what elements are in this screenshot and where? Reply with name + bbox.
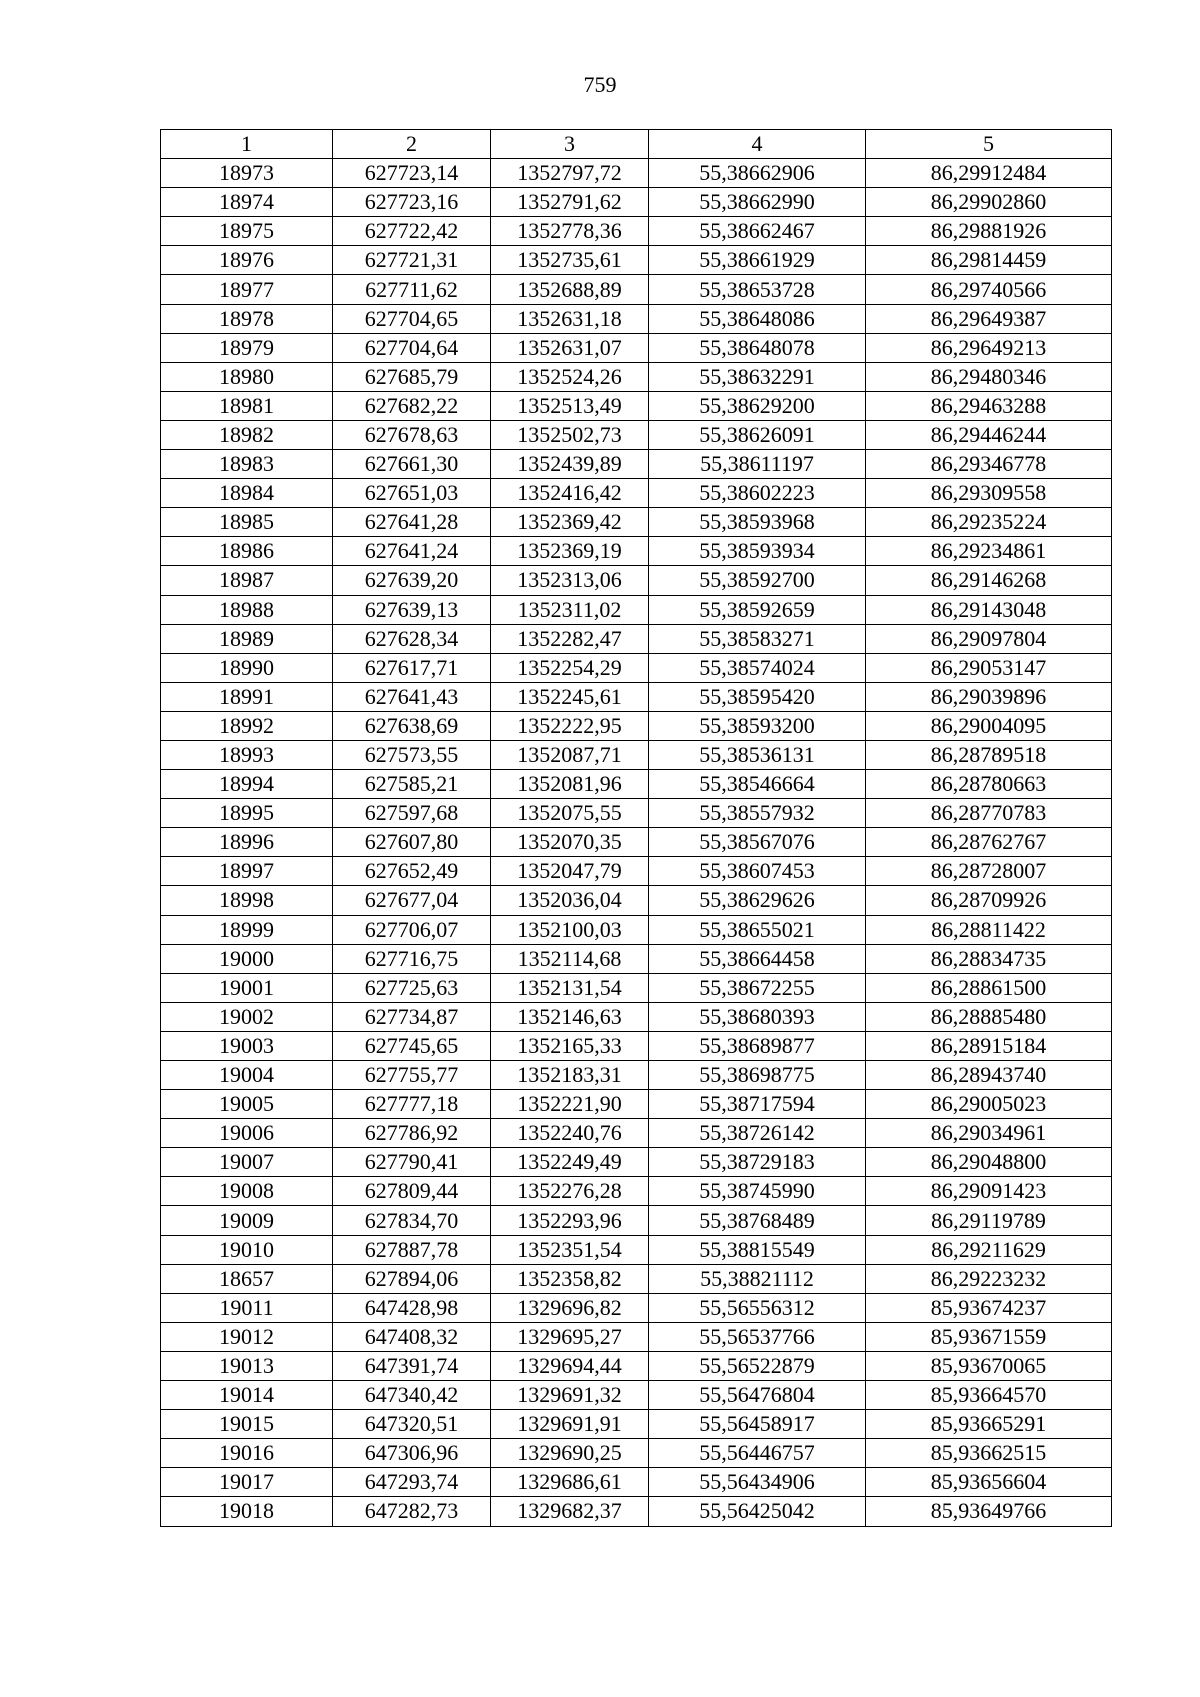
table-cell: 627723,14 — [333, 159, 491, 188]
table-row — [161, 246, 1112, 275]
table-cell: 1329682,37 — [491, 1497, 649, 1526]
table-cell: 55,38698775 — [649, 1061, 866, 1090]
table-cell: 627573,55 — [333, 740, 491, 769]
table-cell: 1352631,18 — [491, 304, 649, 333]
table-cell: 55,38546664 — [649, 770, 866, 799]
table-row — [161, 1497, 1112, 1526]
table-cell: 18990 — [161, 653, 333, 682]
table-cell: 18974 — [161, 188, 333, 217]
table-cell: 55,38632291 — [649, 362, 866, 391]
table-cell: 86,29234861 — [866, 537, 1112, 566]
table-cell: 55,38593934 — [649, 537, 866, 566]
table-row — [161, 391, 1112, 420]
table-cell: 627777,18 — [333, 1090, 491, 1119]
table-cell: 1352222,95 — [491, 711, 649, 740]
table-cell: 627639,13 — [333, 595, 491, 624]
table-cell: 627834,70 — [333, 1206, 491, 1235]
table-cell: 55,38662990 — [649, 188, 866, 217]
table-cell: 1352221,90 — [491, 1090, 649, 1119]
table-cell: 86,29902860 — [866, 188, 1112, 217]
table-cell: 86,29053147 — [866, 653, 1112, 682]
table-row — [161, 1322, 1112, 1351]
table-cell: 627617,71 — [333, 653, 491, 682]
table-row — [161, 1439, 1112, 1468]
table-row — [161, 304, 1112, 333]
table-cell: 55,38745990 — [649, 1177, 866, 1206]
table-cell: 18975 — [161, 217, 333, 246]
table-cell: 627597,68 — [333, 799, 491, 828]
table-cell: 1352075,55 — [491, 799, 649, 828]
table-cell: 86,29881926 — [866, 217, 1112, 246]
table-cell: 1352311,02 — [491, 595, 649, 624]
table-cell: 55,56476804 — [649, 1381, 866, 1410]
table-cell: 647391,74 — [333, 1351, 491, 1380]
table-row — [161, 1468, 1112, 1497]
table-row — [161, 537, 1112, 566]
table-row — [161, 1351, 1112, 1380]
table-cell: 627704,64 — [333, 333, 491, 362]
table-row — [161, 1410, 1112, 1439]
table-cell: 19007 — [161, 1148, 333, 1177]
table-cell: 86,29146268 — [866, 566, 1112, 595]
table-cell: 1352245,61 — [491, 682, 649, 711]
table-cell: 627894,06 — [333, 1264, 491, 1293]
table-cell: 18981 — [161, 391, 333, 420]
table-row — [161, 217, 1112, 246]
table-cell: 18984 — [161, 479, 333, 508]
table-cell: 1329695,27 — [491, 1322, 649, 1351]
table-cell: 55,38592700 — [649, 566, 866, 595]
table-cell: 1352416,42 — [491, 479, 649, 508]
table-row — [161, 420, 1112, 449]
table-cell: 86,29039896 — [866, 682, 1112, 711]
table-cell: 55,56425042 — [649, 1497, 866, 1526]
table-cell: 1329691,91 — [491, 1410, 649, 1439]
table-cell: 19014 — [161, 1381, 333, 1410]
column-header: 1 — [161, 130, 333, 159]
table-cell: 627716,75 — [333, 944, 491, 973]
table-cell: 647282,73 — [333, 1497, 491, 1526]
table-cell: 86,28780663 — [866, 770, 1112, 799]
table-row — [161, 886, 1112, 915]
table-cell: 86,29814459 — [866, 246, 1112, 275]
table-cell: 1352240,76 — [491, 1119, 649, 1148]
table-cell: 86,29143048 — [866, 595, 1112, 624]
table-row — [161, 973, 1112, 1002]
table-cell: 55,38664458 — [649, 944, 866, 973]
table-header — [161, 130, 1112, 159]
table-cell: 55,38662467 — [649, 217, 866, 246]
table-cell: 55,38729183 — [649, 1148, 866, 1177]
table-cell: 18987 — [161, 566, 333, 595]
table-cell: 19008 — [161, 1177, 333, 1206]
table-row — [161, 1002, 1112, 1031]
table-cell: 647408,32 — [333, 1322, 491, 1351]
table-cell: 1352369,19 — [491, 537, 649, 566]
table-cell: 55,38593200 — [649, 711, 866, 740]
table-cell: 1352146,63 — [491, 1002, 649, 1031]
table-cell: 86,28762767 — [866, 828, 1112, 857]
table-row — [161, 711, 1112, 740]
table-cell: 85,93664570 — [866, 1381, 1112, 1410]
table-cell: 1352249,49 — [491, 1148, 649, 1177]
column-header: 2 — [333, 130, 491, 159]
table-cell: 18985 — [161, 508, 333, 537]
table-row — [161, 1381, 1112, 1410]
table-cell: 86,29649387 — [866, 304, 1112, 333]
table-cell: 18982 — [161, 420, 333, 449]
table-row — [161, 333, 1112, 362]
table-row — [161, 770, 1112, 799]
column-header: 4 — [649, 130, 866, 159]
table-cell: 86,29912484 — [866, 159, 1112, 188]
table-cell: 55,38648078 — [649, 333, 866, 362]
table-row — [161, 188, 1112, 217]
table-cell: 1352791,62 — [491, 188, 649, 217]
table-cell: 627678,63 — [333, 420, 491, 449]
table-cell: 627652,49 — [333, 857, 491, 886]
table-cell: 1352735,61 — [491, 246, 649, 275]
table-row — [161, 1061, 1112, 1090]
table-cell: 55,38611197 — [649, 450, 866, 479]
table-cell: 647320,51 — [333, 1410, 491, 1439]
table-cell: 18991 — [161, 682, 333, 711]
table-cell: 1352047,79 — [491, 857, 649, 886]
table-cell: 1329694,44 — [491, 1351, 649, 1380]
table-cell: 55,56446757 — [649, 1439, 866, 1468]
table-cell: 55,56434906 — [649, 1468, 866, 1497]
table-cell: 19012 — [161, 1322, 333, 1351]
table-cell: 627638,69 — [333, 711, 491, 740]
table-cell: 55,38629200 — [649, 391, 866, 420]
table-cell: 18994 — [161, 770, 333, 799]
table-cell: 627641,43 — [333, 682, 491, 711]
table-cell: 19018 — [161, 1497, 333, 1526]
table-cell: 55,38536131 — [649, 740, 866, 769]
table-cell: 86,29446244 — [866, 420, 1112, 449]
page-number: 759 — [583, 72, 617, 97]
table-cell: 86,29740566 — [866, 275, 1112, 304]
table-cell: 18977 — [161, 275, 333, 304]
table-cell: 647340,42 — [333, 1381, 491, 1410]
table-cell: 19013 — [161, 1351, 333, 1380]
table-cell: 18657 — [161, 1264, 333, 1293]
table-cell: 86,29004095 — [866, 711, 1112, 740]
coordinates-table — [160, 129, 1112, 1527]
table-cell: 1352276,28 — [491, 1177, 649, 1206]
table-cell: 55,38815549 — [649, 1235, 866, 1264]
table-cell: 1352502,73 — [491, 420, 649, 449]
table-cell: 18998 — [161, 886, 333, 915]
table-cell: 19010 — [161, 1235, 333, 1264]
table-cell: 55,38680393 — [649, 1002, 866, 1031]
table-row — [161, 828, 1112, 857]
table-cell: 1352036,04 — [491, 886, 649, 915]
table-cell: 19016 — [161, 1439, 333, 1468]
table-cell: 55,38662906 — [649, 159, 866, 188]
table-cell: 85,93656604 — [866, 1468, 1112, 1497]
table-cell: 55,38821112 — [649, 1264, 866, 1293]
table-row — [161, 740, 1112, 769]
table-cell: 1352524,26 — [491, 362, 649, 391]
table-cell: 55,38672255 — [649, 973, 866, 1002]
table-cell: 55,56458917 — [649, 1410, 866, 1439]
table-cell: 647293,74 — [333, 1468, 491, 1497]
table-cell: 19003 — [161, 1031, 333, 1060]
table-row — [161, 1031, 1112, 1060]
table-cell: 19000 — [161, 944, 333, 973]
table-cell: 1352282,47 — [491, 624, 649, 653]
table-cell: 647428,98 — [333, 1293, 491, 1322]
table-cell: 18979 — [161, 333, 333, 362]
table-cell: 627641,28 — [333, 508, 491, 537]
table-cell: 19005 — [161, 1090, 333, 1119]
table-cell: 86,29091423 — [866, 1177, 1112, 1206]
table-cell: 86,29480346 — [866, 362, 1112, 391]
table-cell: 85,93665291 — [866, 1410, 1112, 1439]
column-header: 5 — [866, 130, 1112, 159]
table-cell: 1352797,72 — [491, 159, 649, 188]
table-row — [161, 624, 1112, 653]
table-cell: 627628,34 — [333, 624, 491, 653]
table-body — [161, 159, 1112, 1526]
table-cell: 19004 — [161, 1061, 333, 1090]
table-cell: 627722,42 — [333, 217, 491, 246]
table-cell: 627755,77 — [333, 1061, 491, 1090]
table-cell: 18983 — [161, 450, 333, 479]
table-cell: 86,29211629 — [866, 1235, 1112, 1264]
table-cell: 86,29235224 — [866, 508, 1112, 537]
table-cell: 55,38653728 — [649, 275, 866, 304]
table-cell: 86,28885480 — [866, 1002, 1112, 1031]
table-cell: 627704,65 — [333, 304, 491, 333]
table-cell: 86,28915184 — [866, 1031, 1112, 1060]
table-cell: 627723,16 — [333, 188, 491, 217]
table-cell: 85,93671559 — [866, 1322, 1112, 1351]
table-cell: 86,28789518 — [866, 740, 1112, 769]
table-cell: 86,29097804 — [866, 624, 1112, 653]
table-cell: 55,38592659 — [649, 595, 866, 624]
table-cell: 18980 — [161, 362, 333, 391]
table-cell: 86,28811422 — [866, 915, 1112, 944]
table-cell: 627639,20 — [333, 566, 491, 595]
table-cell: 55,38689877 — [649, 1031, 866, 1060]
table-cell: 627745,65 — [333, 1031, 491, 1060]
table-row — [161, 857, 1112, 886]
table-cell: 1352293,96 — [491, 1206, 649, 1235]
table-cell: 86,29119789 — [866, 1206, 1112, 1235]
table-cell: 1352513,49 — [491, 391, 649, 420]
table-cell: 1352070,35 — [491, 828, 649, 857]
table-cell: 55,38607453 — [649, 857, 866, 886]
table-cell: 18976 — [161, 246, 333, 275]
table-row — [161, 1264, 1112, 1293]
table-row — [161, 1148, 1112, 1177]
table-cell: 55,38583271 — [649, 624, 866, 653]
table-cell: 1352183,31 — [491, 1061, 649, 1090]
table-cell: 1352254,29 — [491, 653, 649, 682]
table-row — [161, 1119, 1112, 1148]
table-cell: 18988 — [161, 595, 333, 624]
table-cell: 55,38648086 — [649, 304, 866, 333]
table-row — [161, 362, 1112, 391]
table-cell: 55,38655021 — [649, 915, 866, 944]
table-cell: 627721,31 — [333, 246, 491, 275]
table-row — [161, 595, 1112, 624]
table-cell: 85,93649766 — [866, 1497, 1112, 1526]
table-cell: 627641,24 — [333, 537, 491, 566]
table-cell: 627685,79 — [333, 362, 491, 391]
table-cell: 18978 — [161, 304, 333, 333]
table-cell: 85,93674237 — [866, 1293, 1112, 1322]
table-cell: 86,29309558 — [866, 479, 1112, 508]
table-cell: 86,29649213 — [866, 333, 1112, 362]
table-cell: 55,38629626 — [649, 886, 866, 915]
table-cell: 1329696,82 — [491, 1293, 649, 1322]
table-cell: 627661,30 — [333, 450, 491, 479]
table-cell: 1352351,54 — [491, 1235, 649, 1264]
table-cell: 55,38626091 — [649, 420, 866, 449]
table-cell: 627790,41 — [333, 1148, 491, 1177]
table-cell: 19017 — [161, 1468, 333, 1497]
table-cell: 55,56556312 — [649, 1293, 866, 1322]
table-cell: 86,29005023 — [866, 1090, 1112, 1119]
table-cell: 1352165,33 — [491, 1031, 649, 1060]
header-row — [161, 130, 1112, 159]
table-row — [161, 653, 1112, 682]
table-cell: 1352631,07 — [491, 333, 649, 362]
table-row — [161, 915, 1112, 944]
table-cell: 55,38595420 — [649, 682, 866, 711]
table-cell: 627725,63 — [333, 973, 491, 1002]
table-cell: 86,28770783 — [866, 799, 1112, 828]
table-cell: 1352081,96 — [491, 770, 649, 799]
table-cell: 86,29346778 — [866, 450, 1112, 479]
table-row — [161, 799, 1112, 828]
table-cell: 86,29034961 — [866, 1119, 1112, 1148]
table-cell: 55,38661929 — [649, 246, 866, 275]
table-cell: 55,56537766 — [649, 1322, 866, 1351]
table-cell: 55,38574024 — [649, 653, 866, 682]
table-cell: 647306,96 — [333, 1439, 491, 1468]
table-row — [161, 450, 1112, 479]
table-cell: 1352087,71 — [491, 740, 649, 769]
table-cell: 19009 — [161, 1206, 333, 1235]
table-cell: 19001 — [161, 973, 333, 1002]
table-row — [161, 1206, 1112, 1235]
table-row — [161, 1177, 1112, 1206]
table-row — [161, 682, 1112, 711]
table-cell: 1352100,03 — [491, 915, 649, 944]
table-cell: 1352131,54 — [491, 973, 649, 1002]
table-cell: 19002 — [161, 1002, 333, 1031]
table-cell: 18997 — [161, 857, 333, 886]
table-row — [161, 1235, 1112, 1264]
table-cell: 627677,04 — [333, 886, 491, 915]
table-cell: 86,29048800 — [866, 1148, 1112, 1177]
table-cell: 55,38602223 — [649, 479, 866, 508]
table-cell: 18989 — [161, 624, 333, 653]
table-cell: 55,56522879 — [649, 1351, 866, 1380]
table-cell: 19011 — [161, 1293, 333, 1322]
table-row — [161, 275, 1112, 304]
table-cell: 18993 — [161, 740, 333, 769]
table-cell: 18992 — [161, 711, 333, 740]
table-cell: 18999 — [161, 915, 333, 944]
table-cell: 18973 — [161, 159, 333, 188]
table-cell: 86,29223232 — [866, 1264, 1112, 1293]
table-cell: 627786,92 — [333, 1119, 491, 1148]
table-row — [161, 944, 1112, 973]
table-cell: 1352369,42 — [491, 508, 649, 537]
table-row — [161, 479, 1112, 508]
table-cell: 55,38726142 — [649, 1119, 866, 1148]
table-cell: 86,28943740 — [866, 1061, 1112, 1090]
table-cell: 55,38557932 — [649, 799, 866, 828]
table-cell: 55,38567076 — [649, 828, 866, 857]
table-cell: 1329690,25 — [491, 1439, 649, 1468]
table-cell: 86,28834735 — [866, 944, 1112, 973]
table-cell: 627887,78 — [333, 1235, 491, 1264]
table-row — [161, 1090, 1112, 1119]
table-cell: 627706,07 — [333, 915, 491, 944]
table-cell: 85,93662515 — [866, 1439, 1112, 1468]
table-cell: 85,93670065 — [866, 1351, 1112, 1380]
table-cell: 627607,80 — [333, 828, 491, 857]
table-row — [161, 1293, 1112, 1322]
table-cell: 1352439,89 — [491, 450, 649, 479]
table-row — [161, 159, 1112, 188]
table-row — [161, 508, 1112, 537]
table-cell: 1352688,89 — [491, 275, 649, 304]
table-cell: 627585,21 — [333, 770, 491, 799]
table-cell: 1352778,36 — [491, 217, 649, 246]
table-cell: 627809,44 — [333, 1177, 491, 1206]
table-cell: 1352313,06 — [491, 566, 649, 595]
table-cell: 55,38768489 — [649, 1206, 866, 1235]
table-cell: 55,38717594 — [649, 1090, 866, 1119]
table-cell: 1352114,68 — [491, 944, 649, 973]
table-cell: 18995 — [161, 799, 333, 828]
table-row — [161, 566, 1112, 595]
column-header: 3 — [491, 130, 649, 159]
table-cell: 86,28709926 — [866, 886, 1112, 915]
table-cell: 627651,03 — [333, 479, 491, 508]
table-cell: 18986 — [161, 537, 333, 566]
table-cell: 1329686,61 — [491, 1468, 649, 1497]
table-cell: 86,28728007 — [866, 857, 1112, 886]
table-cell: 86,28861500 — [866, 973, 1112, 1002]
table-cell: 627682,22 — [333, 391, 491, 420]
table-cell: 19006 — [161, 1119, 333, 1148]
table-cell: 55,38593968 — [649, 508, 866, 537]
table-cell: 1352358,82 — [491, 1264, 649, 1293]
table-cell: 18996 — [161, 828, 333, 857]
table-cell: 627734,87 — [333, 1002, 491, 1031]
table-cell: 627711,62 — [333, 275, 491, 304]
table-cell: 1329691,32 — [491, 1381, 649, 1410]
table-cell: 19015 — [161, 1410, 333, 1439]
table-cell: 86,29463288 — [866, 391, 1112, 420]
